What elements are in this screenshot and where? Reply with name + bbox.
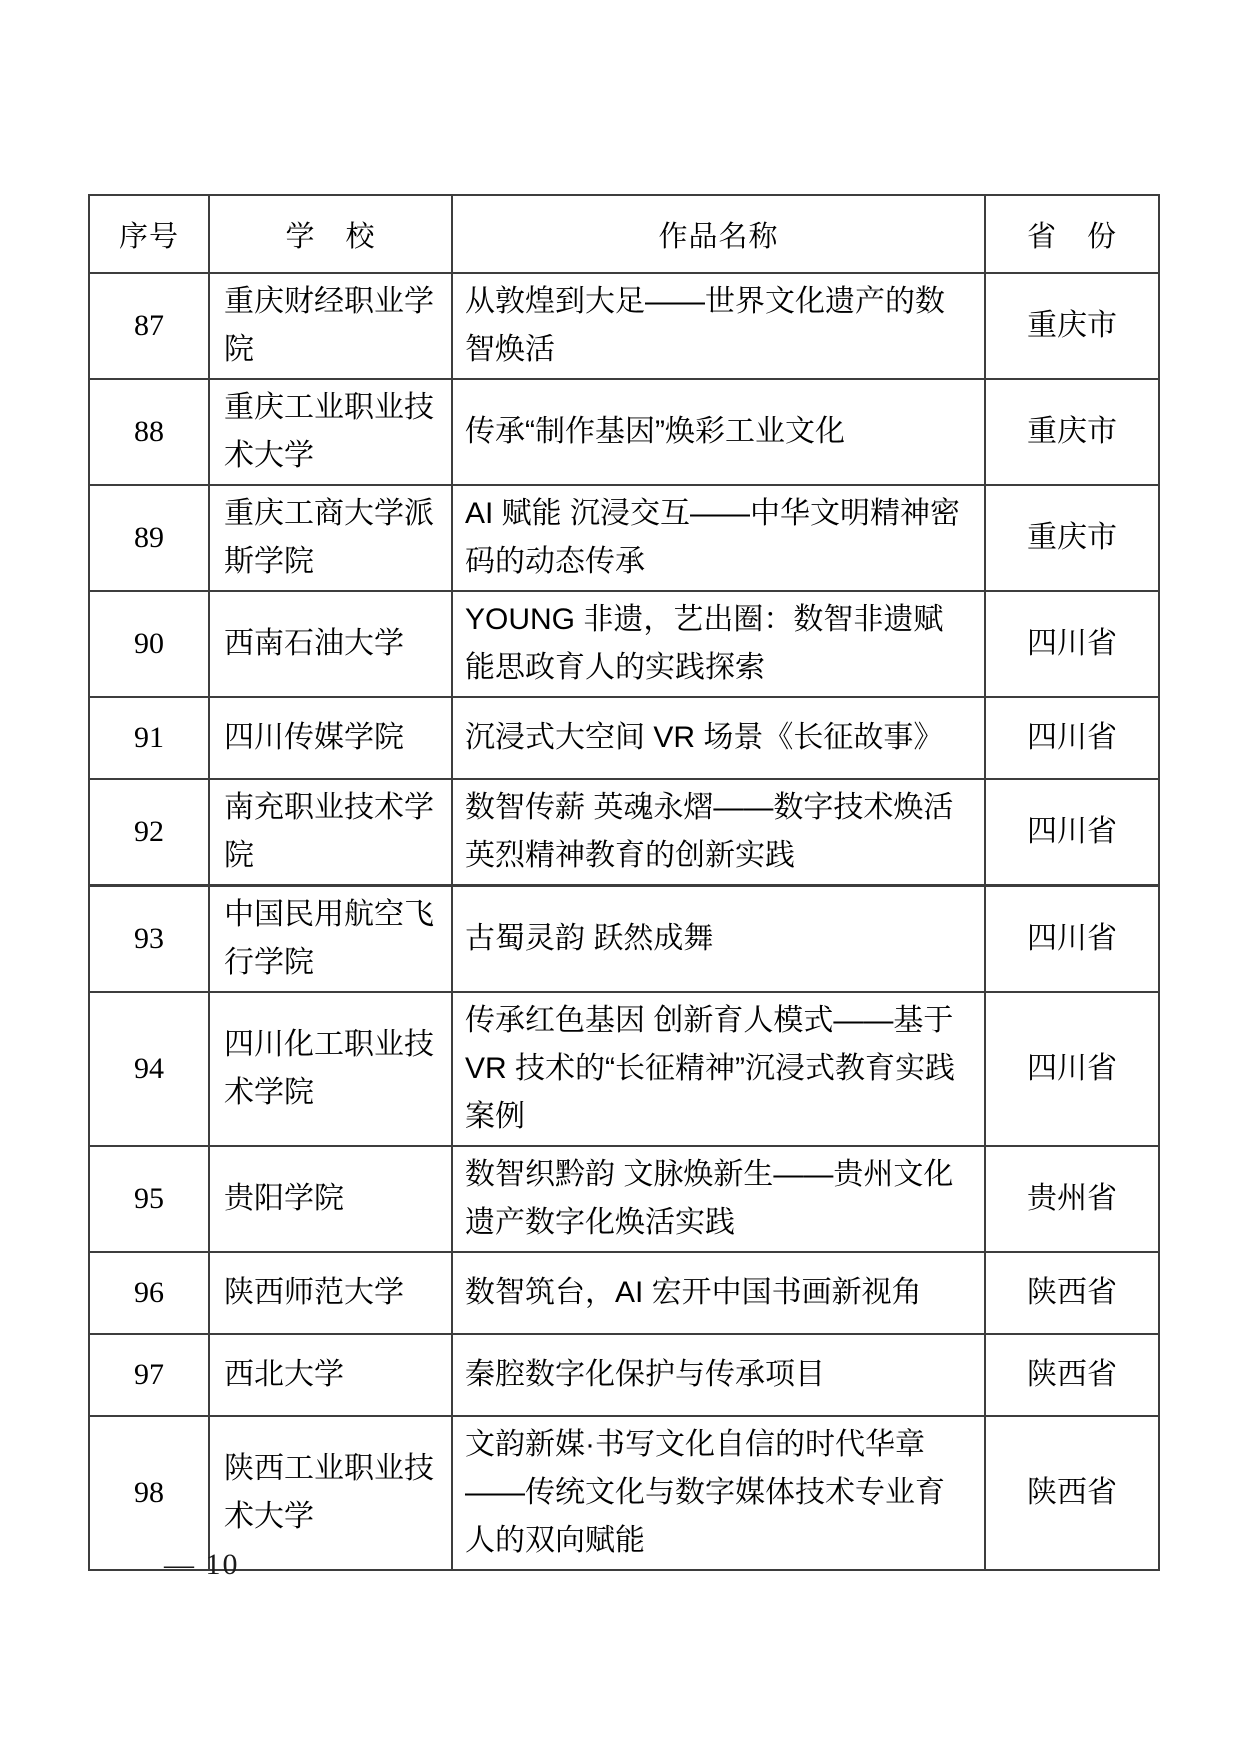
cell-work: 传承红色基因 创新育人模式——基于 VR 技术的“长征精神”沉浸式教育实践案例 [452,992,985,1146]
cell-no: 98 [89,1416,209,1570]
cell-no: 94 [89,992,209,1146]
cell-school: 陕西师范大学 [209,1252,452,1334]
cell-school: 重庆财经职业学院 [209,273,452,379]
cell-province: 四川省 [985,697,1159,779]
col-header-province: 省 份 [985,195,1159,273]
col-header-no: 序号 [89,195,209,273]
cell-school: 南充职业技术学院 [209,779,452,886]
cell-work: 古蜀灵韵 跃然成舞 [452,886,985,993]
cell-no: 88 [89,379,209,485]
cell-no: 96 [89,1252,209,1334]
table-header-row [89,195,1159,273]
cell-school: 西南石油大学 [209,591,452,697]
cell-school: 四川传媒学院 [209,697,452,779]
table-row [89,273,1159,379]
table-row [89,697,1159,779]
cell-no: 91 [89,697,209,779]
cell-work: 秦腔数字化保护与传承项目 [452,1334,985,1416]
table-row [89,1416,1159,1570]
table-row [89,485,1159,591]
cell-work: 沉浸式大空间 VR 场景《长征故事》 [452,697,985,779]
cell-work: 数智织黔韵 文脉焕新生——贵州文化遗产数字化焕活实践 [452,1146,985,1252]
cell-work: AI 赋能 沉浸交互——中华文明精神密码的动态传承 [452,485,985,591]
cell-work: 数智筑台，AI 宏开中国书画新视角 [452,1252,985,1334]
cell-school: 重庆工业职业技术大学 [209,379,452,485]
cell-province: 四川省 [985,992,1159,1146]
cell-province: 陕西省 [985,1416,1159,1570]
cell-province: 重庆市 [985,379,1159,485]
table-row [89,1146,1159,1252]
cell-school: 重庆工商大学派斯学院 [209,485,452,591]
table-row [89,591,1159,697]
cell-school: 陕西工业职业技术大学 [209,1416,452,1570]
cell-no: 90 [89,591,209,697]
cell-province: 陕西省 [985,1334,1159,1416]
cell-work: 从敦煌到大足——世界文化遗产的数智焕活 [452,273,985,379]
cell-school: 贵阳学院 [209,1146,452,1252]
col-header-work: 作品名称 [452,195,985,273]
cell-no: 95 [89,1146,209,1252]
table-row [89,1334,1159,1416]
awards-table [88,194,1160,1571]
cell-no: 87 [89,273,209,379]
cell-no: 92 [89,779,209,886]
cell-province: 陕西省 [985,1252,1159,1334]
cell-province: 重庆市 [985,485,1159,591]
cell-province: 四川省 [985,779,1159,886]
cell-work: 数智传薪 英魂永熠——数字技术焕活英烈精神教育的创新实践 [452,779,985,886]
cell-province: 四川省 [985,591,1159,697]
cell-school: 西北大学 [209,1334,452,1416]
cell-work: YOUNG 非遗，艺出圈：数智非遗赋能思政育人的实践探索 [452,591,985,697]
table-row [89,379,1159,485]
table-row [89,992,1159,1146]
table-row [89,1252,1159,1334]
col-header-school: 学 校 [209,195,452,273]
cell-no: 97 [89,1334,209,1416]
cell-province: 重庆市 [985,273,1159,379]
cell-work: 文韵新媒·书写文化自信的时代华章——传统文化与数字媒体技术专业育人的双向赋能 [452,1416,985,1570]
table-row [89,886,1159,993]
table-row [89,779,1159,886]
cell-work: 传承“制作基因”焕彩工业文化 [452,379,985,485]
cell-no: 89 [89,485,209,591]
cell-school: 四川化工职业技术学院 [209,992,452,1146]
cell-school: 中国民用航空飞行学院 [209,886,452,993]
cell-no: 93 [89,886,209,993]
cell-province: 贵州省 [985,1146,1159,1252]
page-number: — 10 [164,1548,240,1581]
cell-province: 四川省 [985,886,1159,993]
